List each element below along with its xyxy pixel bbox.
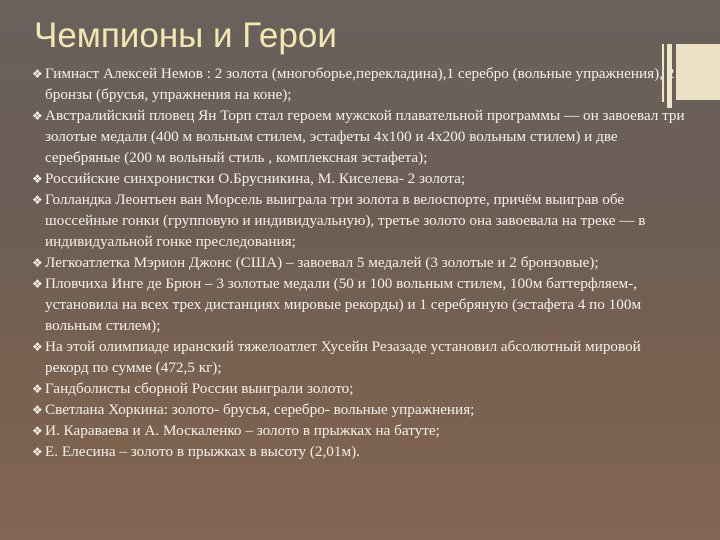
list-item-text: Австралийский пловец Ян Торп стал героем мужской плавательной программы — он завоевал три золотые медали (400 м вольным стилем, эстафеты 4x100 и 4x200 вольным стилем) и две серебряные (200 м вольный стиль , комплексная эстафета); — [45, 106, 685, 166]
diamond-bullet-icon: ❖ — [32, 339, 43, 354]
diamond-bullet-icon: ❖ — [32, 276, 43, 291]
list-item-text: Гимнаст Алексей Немов : 2 золота (многоборье,перекладина),1 серебро (вольные упражнения), 2 бронзы (брусья, упражнения на коне); — [45, 65, 675, 103]
list-item — [32, 253, 686, 274]
list-item-text: Гандболисты сборной России выиграли золото; — [45, 379, 354, 397]
list-item — [32, 169, 686, 190]
diamond-bullet-icon: ❖ — [32, 192, 43, 207]
list-item — [32, 190, 686, 252]
diamond-bullet-icon: ❖ — [32, 402, 43, 417]
diamond-bullet-icon: ❖ — [32, 171, 43, 186]
slide-title: Чемпионы и Герои — [34, 16, 337, 55]
list-item-text: Светлана Хоркина: золото- брусья, серебро- вольные упражнения; — [45, 400, 475, 418]
list-item — [32, 274, 686, 336]
diamond-bullet-icon: ❖ — [32, 255, 43, 270]
list-item — [32, 400, 686, 421]
list-item — [32, 379, 686, 400]
list-item-text: Е. Елесина – золото в прыжках в высоту (2,01м). — [45, 443, 360, 461]
list-item-text: Российские синхронистки О.Брусникина, М. Киселева- 2 золота; — [45, 169, 466, 187]
list-item-text: И. Караваева и А. Москаленко – золото в прыжках на батуте; — [45, 422, 440, 440]
bullet-list — [32, 64, 686, 463]
list-item — [32, 106, 686, 168]
diamond-bullet-icon: ❖ — [32, 424, 43, 439]
diamond-bullet-icon: ❖ — [32, 445, 43, 460]
list-item — [32, 337, 686, 379]
list-item-text: Легкоатлетка Мэрион Джонс (США) – завоевал 5 медалей (3 золотые и 2 бронзовые); — [45, 253, 599, 271]
list-item — [32, 64, 686, 106]
list-item-text: Голландка Леонтьен ван Морсель выиграла три золота в велоспорте, причём выиграв обе шоссейные гонки (групповую и индивидуальную), третье золото она завоевала на треке — в индивидуальной гонке преследования; — [45, 190, 646, 250]
list-item-text: На этой олимпиаде иранский тяжелоатлет Хусейн Резазаде установил абсолютный мировой рекорд по сумме (472,5 кг); — [45, 337, 641, 376]
list-item — [32, 442, 686, 463]
list-item — [32, 421, 686, 442]
list-item-text: Пловчиха Инге де Брюн – 3 золотые медали (50 и 100 вольным стилем, 100м баттерфляем-, установила на всех трех дистанциях мировые рекорды) и 1 серебряную (эстафета 4 по 100м вольным стилем); — [45, 274, 642, 334]
diamond-bullet-icon: ❖ — [32, 108, 43, 123]
diamond-bullet-icon: ❖ — [32, 381, 43, 396]
diamond-bullet-icon: ❖ — [32, 67, 43, 81]
